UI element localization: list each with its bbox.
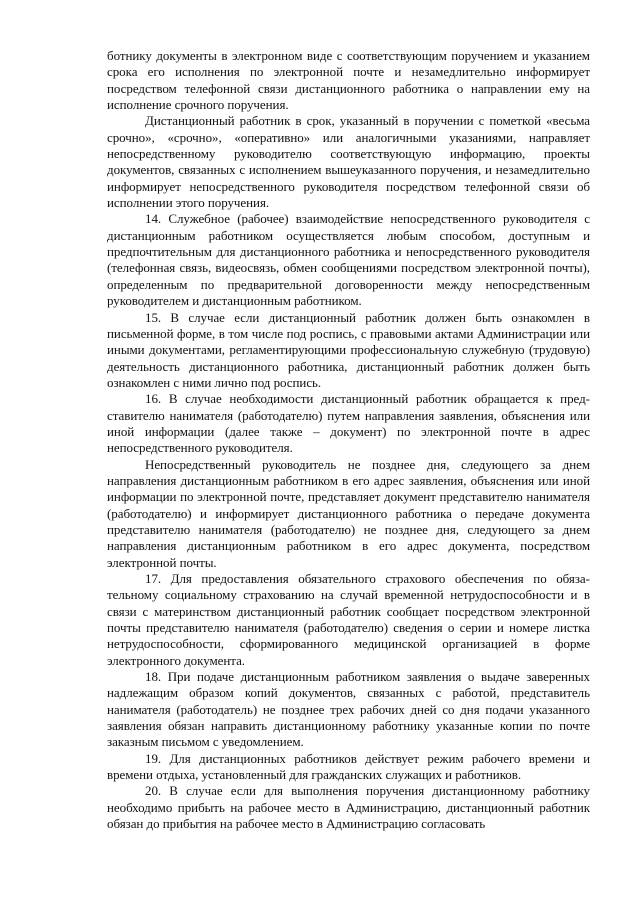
paragraph-14: 14. Служебное (рабочее) взаимодействие непосредственного руководителя с дистанционным работником осуществляется любым способом, доступным и предпочтительным для дистанционного работника и непосредственного руководителя (телефонная связь, видеосвязь, обмен сообщениями посредством электронной почты), определенным по предварительной договоренности между непосредственным руководителем и дистанционным работником. — [107, 211, 590, 309]
paragraph-urgent-reply: Дистанционный работник в срок, указанный в поручении с пометкой «весьма срочно», «срочно», «оперативно» или аналогичными указаниями, направляет непосредственному руководителю соответствующую информацию, проекты документов, связанных с исполнением вышеуказанного поручения, и незамедлительно информирует непосредственного руководителя посредством телефонной связи об исполнении этого поручения. — [107, 113, 590, 211]
paragraph-16: 16. В случае необходимости дистанционный работник обращается к представителю нанимателя (работодателю) путем направления заявления, объяснения или иной информации (далее также – документ) по электронной почте в адрес непосредственного руководителя. — [107, 391, 590, 456]
paragraph-16-supervisor: Непосредственный руководитель не позднее дня, следующего за днем направления дистанционным работником в его адрес заявления, объяснения или иной информации по электронной почте, представляет документ представителю нанимателя (работодателю) и информирует дистанционного работника о передаче документа представителю нанимателя (работодателю) не позднее дня, следующего за днем направления дистанционным работником в его адрес документа, посредством электронной почты. — [107, 456, 590, 570]
paragraph-18: 18. При подаче дистанционным работником заявления о выдаче заверенных надлежащим образом копий документов, связанных с работой, представитель нанимателя (работодатель) не позднее трех рабочих дней со дня подачи указанного заявления обязан направить дистанционному работнику указанные копии по почте заказным письмом с уведомлением. — [107, 669, 590, 750]
paragraph-15: 15. В случае если дистанционный работник должен быть ознакомлен в письменной форме, в том числе под роспись, с правовыми актами Администрации или иными документами, регламентирующими профессиональную служебную (трудовую) деятельность дистанционного работника, дистанционный работник должен быть ознакомлен с ними лично под роспись. — [107, 309, 590, 390]
paragraph-continuation: ботнику документы в электронном виде с соответствующим поручением и указанием срока его исполнения по электронной почте и незамедлительно информирует посредством телефонной связи дистанционного работника о направлении ему на исполнение срочного поручения. — [107, 48, 590, 113]
paragraph-20: 20. В случае если для выполнения поручения дистанционному работнику необходимо прибыть на рабочее место в Администрацию, дистанционный работник обязан до прибытия на рабочее место в Администрацию согласовать — [107, 783, 590, 832]
paragraph-17: 17. Для предоставления обязательного страхового обеспечения по обязательному социальному страхованию на случай временной нетрудоспособности и в связи с материнством дистанционный работник сообщает посредством электронной почты представителю нанимателя (работодателю) сведения о серии и номере листка нетрудоспособности, сформированного медицинской организацией в форме электронного документа. — [107, 571, 590, 668]
paragraph-19: 19. Для дистанционных работников действует режим рабочего времени и времени отдыха, установленный для гражданских служащих и работников. — [107, 750, 590, 783]
document-body — [107, 48, 590, 833]
